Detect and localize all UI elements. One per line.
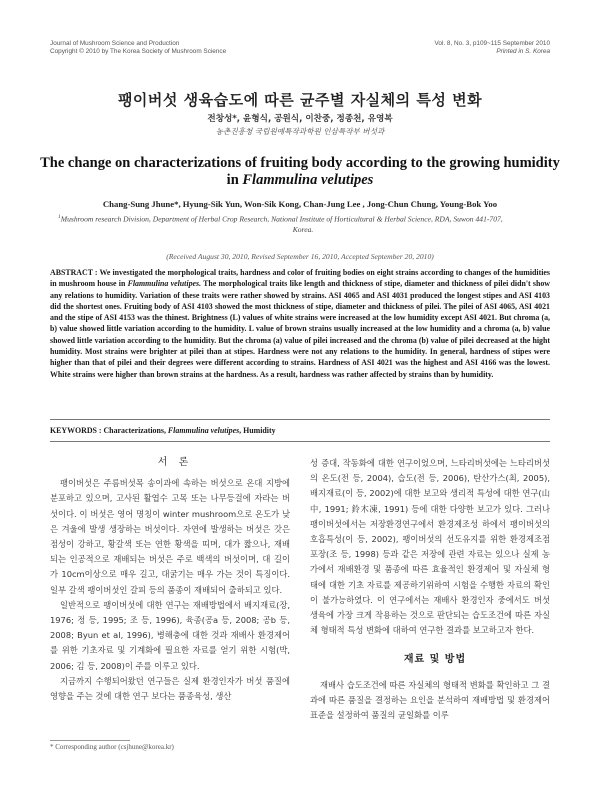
affiliation-text: Mushroom research Division, Department of Herbal Crop Research, National Institute of Horticultural & Herbal Science, RDA, Suwon 441-707, [60, 214, 503, 224]
english-authors: Chang-Sung Jhune*, Hyung-Sik Yun, Won-Sik Kong, Chan-Jung Lee , Jong-Chun Chung, Young-Bok Yoo [102, 199, 498, 209]
corresponding-author-footnote: * Corresponding author (csjhune@korea.kr) [50, 743, 174, 751]
affiliation-superscript: 1 [58, 214, 61, 220]
intro-paragraph-2: 일반적으로 팽이버섯에 대한 연구는 재배방법에서 배지재료(장, 1976; 정 등, 1995; 조 등, 1996), 육종(공a 등, 2008; 공b 등, 2008; Byun et al, 1996), 병해충에 대한 것과 재배사 환경제어를 위한 기초자료 및 기계화에 필요한 자료를 얻기 위한 시험(박, 2006; 김 등, 2008)이 주를 이루고 있다. [50, 599, 290, 671]
intro-paragraph-1: 팽이버섯은 주름버섯목 송이과에 속하는 버섯으로 온대 지방에 분포하고 있으며, 고사된 활엽수 고목 또는 나무등걸에 자라는 버섯이다. 이 버섯은 영어 명칭이 winter mushroom으로 온도가 낮은 겨울에 발생 생장하는 버섯이다. 자연에 발생하는 버섯은 갓은 점성이 강하고, 황갈색 또는 연한 황색을 띠며, 대가 짧으나, 재배되는 인공적으로 재배되는 버섯은 주로 백색의 버섯이며, 대 길이가 10cm이상으로 매우 길고, 대굵기는 매우 가는 것이 특징이다. 일부 갈색 팽이버섯인 갈피 등의 품종이 재배되어 출하되고 있다. [50, 478, 290, 595]
keywords-label: KEYWORDS : Characterizations, [50, 426, 168, 435]
methods-paragraph-1: 재배사 습도조건에 따른 자실체의 형태적 변화를 확인하고 그 결과에 따른 품질을 결정하는 요인을 분석하여 재배방법 및 환경제어 표준을 설정하여 품질의 균일화를 이루 [310, 679, 550, 721]
methods-heading: 재료 및 방법 [403, 654, 467, 666]
affiliation-country: Korea. [292, 225, 314, 235]
keywords [50, 426, 276, 435]
copyright-line: Copyright © 2010 by The Korea Society of Mushroom Science [50, 48, 227, 55]
volume-info: Vol. 8, No. 3, p109~115 September 2010 [434, 40, 550, 47]
english-title-species: Flammulina velutipes [242, 172, 374, 188]
keywords-bottom-rule [50, 441, 550, 442]
keywords-top-rule [50, 419, 550, 420]
english-affiliation [58, 212, 548, 236]
left-column [50, 455, 290, 704]
abstract-species: Flammulina velutipes. [127, 279, 202, 289]
printed-in: Printed in S. Korea [496, 48, 550, 55]
footnote-rule [50, 740, 130, 741]
right-column [310, 456, 550, 723]
abstract-text-1: We investigated the morphological traits, hardness and color of fruiting bodies on eight strains according to changes of the humidities in mushroom house in [50, 268, 550, 289]
korean-title: 팽이버섯 생육습도에 따른 균주별 자실체의 특성 변화 [117, 91, 483, 109]
keywords-species: Flammulina velutipes [167, 426, 240, 435]
english-title-line1: The change on characterizations of fruiting body according to the growing humidity [40, 155, 560, 171]
introduction-heading: 서 론 [157, 457, 193, 468]
english-title [40, 155, 560, 189]
korean-authors: 전창성*, 윤형식, 공원식, 이찬중, 정종천, 유영복 [207, 114, 393, 124]
keywords-rest: , Humidity [239, 426, 276, 435]
journal-name: Journal of Mushroom Science and Production [50, 40, 180, 47]
received-dates: (Received August 30, 2010, Revised September 16, 2010, Accepted September 20, 2010) [166, 252, 434, 261]
english-title-prefix: in [226, 172, 243, 188]
intro-paragraph-3: 지금까지 수행되어왔던 연구들은 실제 환경인자가 버섯 품질에 영향을 주는 것에 대한 연구 보다는 품종육성, 생산 [50, 675, 290, 702]
abstract-text-2: The morphological traits like length and thickness of stipe, diameter and thickness of pilei didn't show any relations to humidity. Variation of these traits were rather showed by strains. ASI 4065 and ASI 4031 produced the longest stipes and ASI 4103 did the shortest ones. Fruiting body of ASI 4103 showed the most thickness of stipe, diameter and thickness of pilei. The pilei of ASI 4065, ASI 4021 and the stipe of ASI 4153 was the thinest. Brightness (L) values of white strains were increased at the low humidity except ASI 4021. But chroma (a, b) value showed little variation according to the humidity. L value of brown strains usually increased at the low humidity and a chroma (a, b) value showed little variation according to the humidity. But the chroma (a) value of pilei increased and the chroma (b) value of pilei decreased at the hight humidity. Most strains were brighter at pilei than at stipes. Hardness were not any relations to the humidity. In general, hardness of stipes were higher than that of pilei and their degrees were different according to strains. Hardness of ASI 4021 was the highest and ASI 4166 was the lowest. White strains were higher than brown strains at the hardness. As a result, hardness was rather affected by strains than by humidity. [50, 279, 550, 379]
intro-paragraph-continued: 성 증대, 작동화에 대한 연구이었으며, 느타리버섯에는 느타리버섯의 온도(전 등, 2004), 습도(전 등, 2006), 탄산가스(최, 2005), 배지재료(이 등, 2002)에 대한 보고와 생리적 특성에 대한 연구(山中, 1991; 鈴木凍, 1991) 등에 대한 다양한 보고가 있다. 그러나 팽이버섯에서는 저장환경연구에서 환경제조성 하에서 팽이버섯의 호흡특성(이 등, 2002), 팽이버섯의 선도유지를 위한 환경제조점포장(조 등, 1998) 등과 같은 저장에 관련 자료는 있으나 실제 농가에서 재배환경 및 품종에 따른 효율적인 환경제어 및 자실체 형태에 대한 기초 자료를 제공하기위하여 시험을 수행한 자료의 확인이 불가능하였다. 이 연구에서는 재배사 환경인자 중에서도 버섯 생육에 가장 크게 작용하는 것으로 판단되는 습도조건에 따른 자실체 형태적 특성 변화에 대하여 연구한 결과를 보고하고자 한다. [310, 458, 550, 636]
abstract-label: ABSTRACT : [50, 268, 98, 277]
korean-affiliation: 농촌진흥청 국립원예특작과학원 인삼특작부 버섯과 [215, 127, 385, 136]
abstract [50, 267, 550, 380]
